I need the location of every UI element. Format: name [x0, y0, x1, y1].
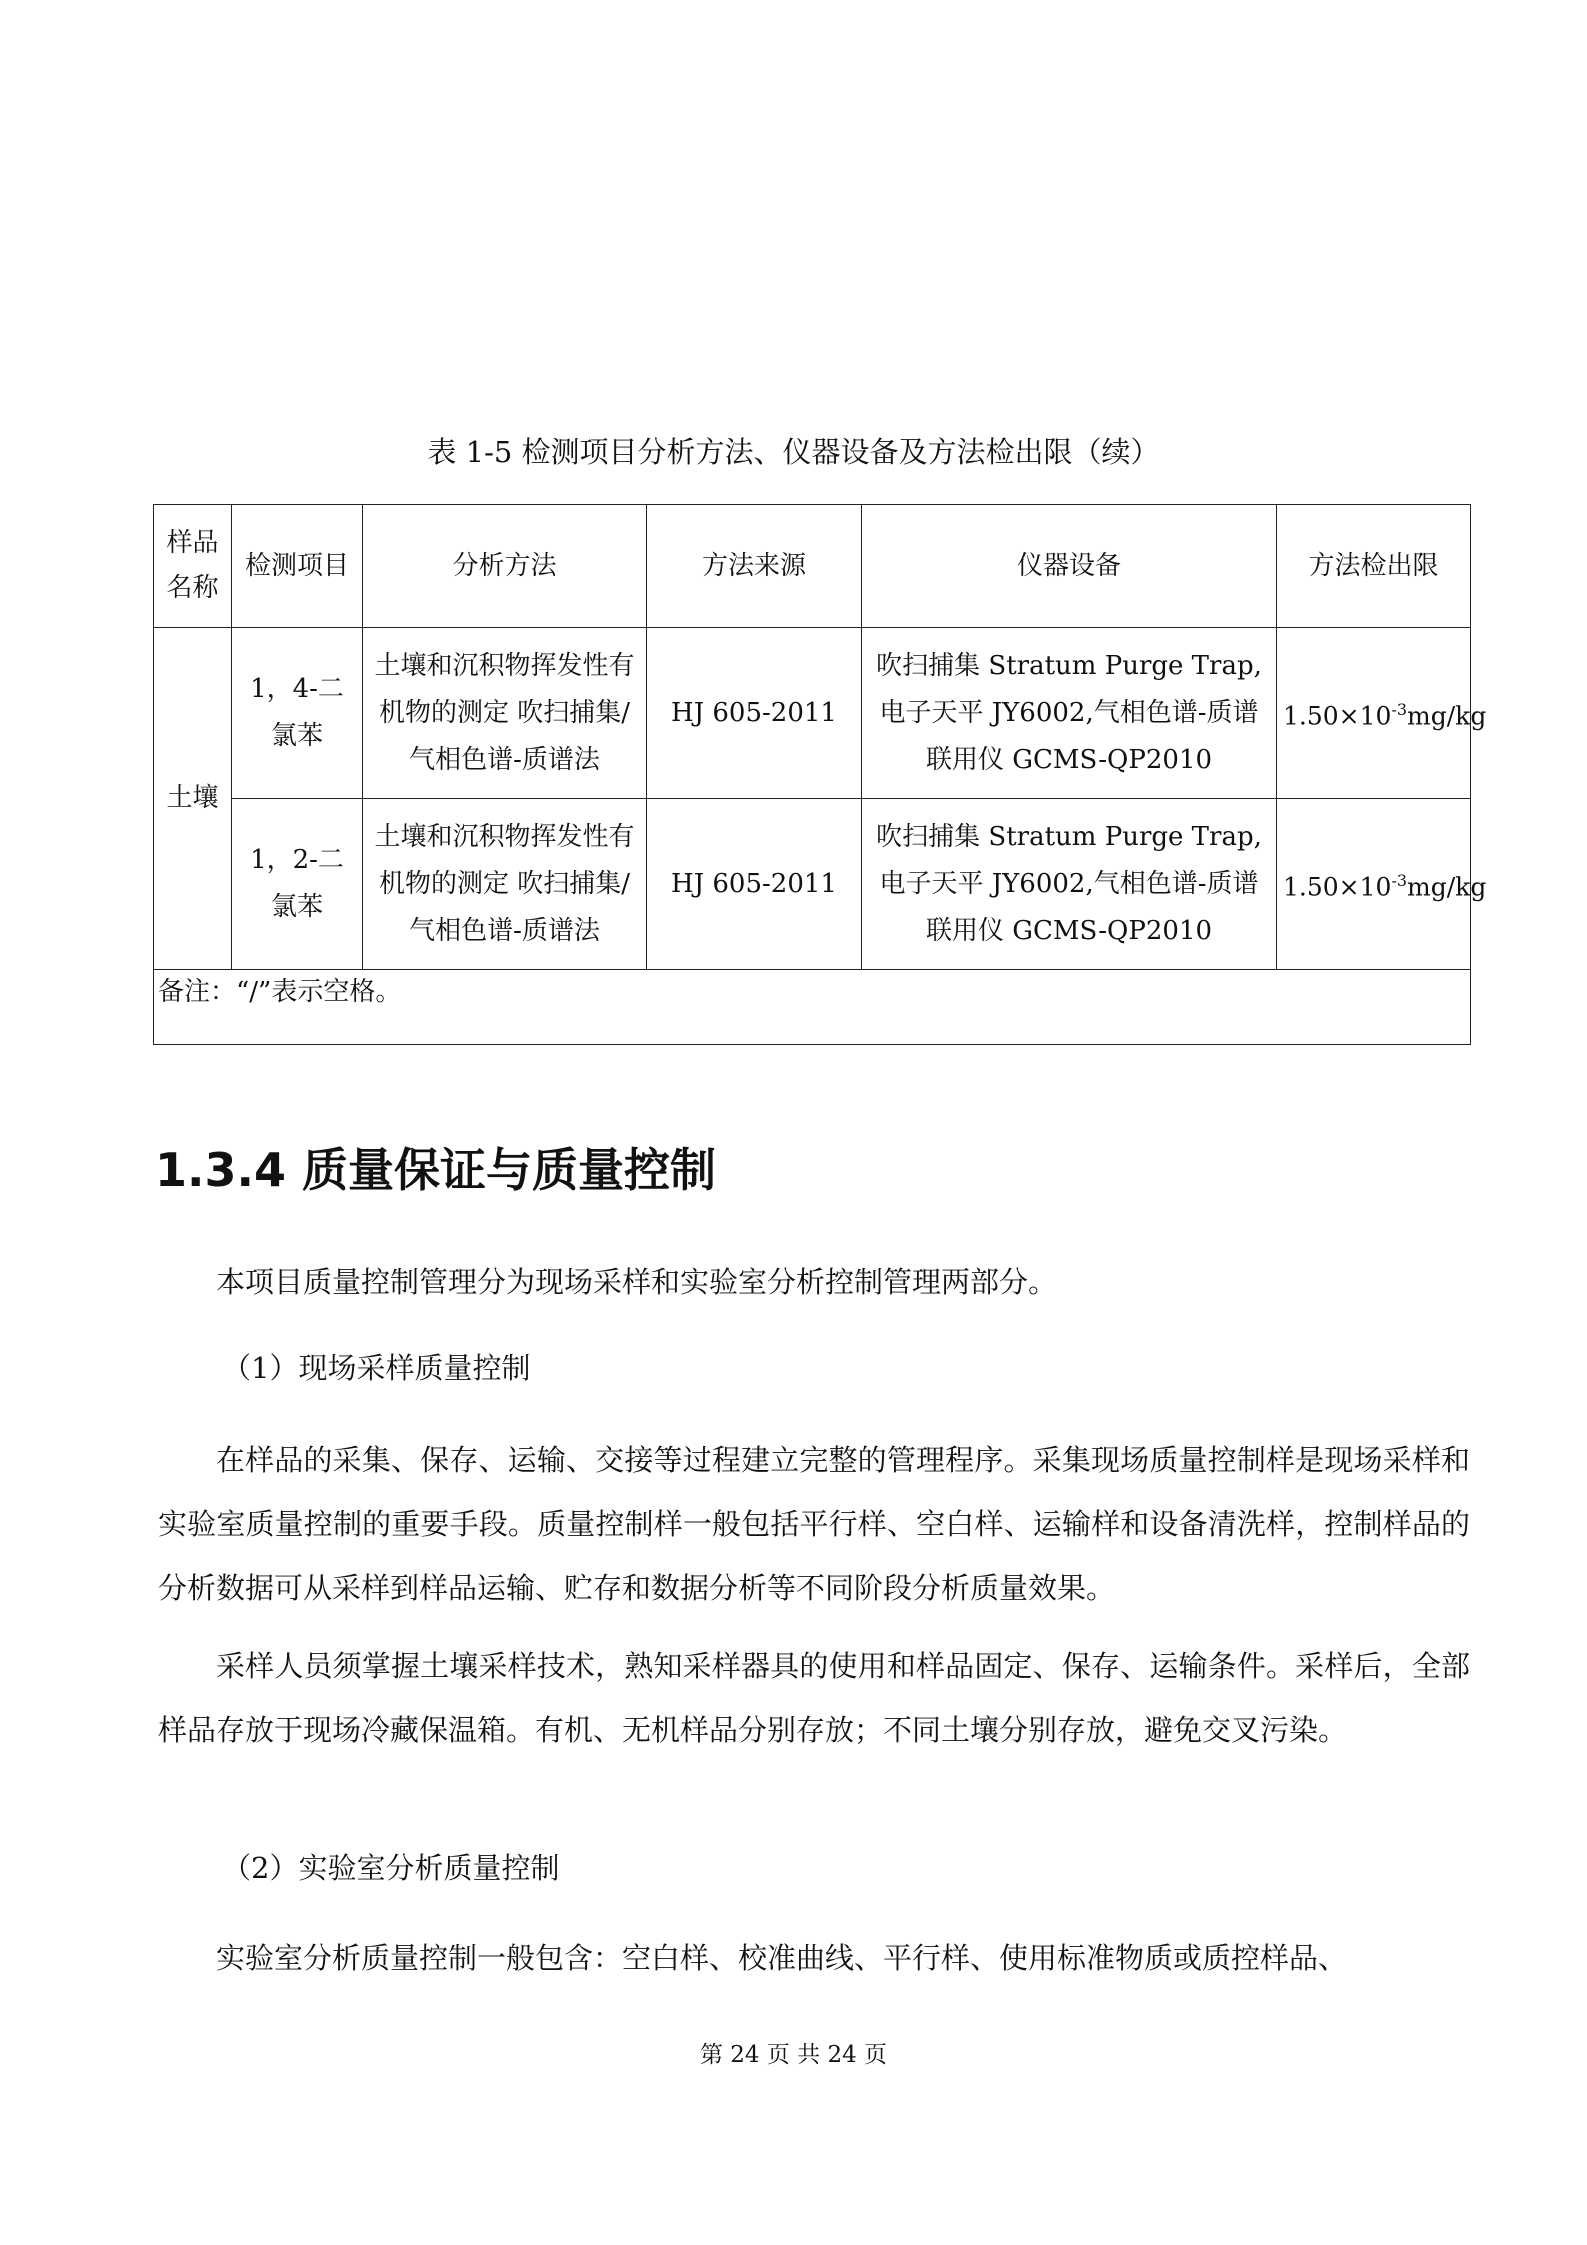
paragraph-field-sampling: 在样品的采集、保存、运输、交接等过程建立完整的管理程序。采集现场质量控制样是现场采样和实验室质量控制的重要手段。质量控制样一般包括平行样、空白样、运输样和设备清洗样，控制样品的分析数据可从采样到样品运输、贮存和数据分析等不同阶段分析质量效果。 [158, 1443, 1470, 1605]
limit-exponent: -3 [1391, 700, 1408, 720]
detection-limit-cell [1277, 628, 1487, 799]
header-detection-limit: 方法检出限 [1277, 505, 1471, 628]
method-cell: 土壤和沉积物挥发性有机物的测定 吹扫捕集/气相色谱-质谱法 [363, 799, 647, 970]
source-cell: HJ 605-2011 [647, 799, 862, 970]
table-header-row [154, 505, 1471, 628]
header-method: 分析方法 [363, 505, 647, 628]
header-test-item: 检测项目 [232, 505, 363, 628]
subheading-lab-analysis: （2）实验室分析质量控制 [222, 1851, 560, 1885]
limit-unit: mg/kg [1407, 701, 1487, 731]
table-note: 备注：“/”表示空格。 [154, 970, 1471, 1045]
instrument-cell: 吹扫捕集 Stratum Purge Trap,电子天平 JY6002,气相色谱-质谱联用仪 GCMS-QP2010 [862, 799, 1277, 970]
limit-unit: mg/kg [1407, 872, 1487, 902]
detection-limit-cell [1277, 799, 1487, 970]
sample-name-cell: 土壤 [154, 628, 232, 970]
limit-base: 1.50×10 [1283, 872, 1392, 902]
method-table [153, 504, 1487, 1045]
section-heading: 1.3.4 质量保证与质量控制 [155, 1143, 716, 1197]
test-item-cell: 1，2-二氯苯 [232, 799, 363, 970]
source-cell: HJ 605-2011 [647, 628, 862, 799]
subheading-field-sampling: （1）现场采样质量控制 [222, 1351, 531, 1385]
paragraph-sampler-requirements: 采样人员须掌握土壤采样技术，熟知采样器具的使用和样品固定、保存、运输条件。采样后，全部样品存放于现场冷藏保温箱。有机、无机样品分别存放；不同土壤分别存放，避免交叉污染。 [158, 1649, 1470, 1747]
table-caption: 表 1-5 检测项目分析方法、仪器设备及方法检出限（续） [427, 435, 1160, 469]
table-note-row [154, 970, 1471, 1045]
table-row [154, 628, 1471, 799]
limit-base: 1.50×10 [1283, 701, 1392, 731]
page-footer: 第 24 页 共 24 页 [699, 2042, 888, 2068]
table-row [154, 799, 1471, 970]
header-sample-name: 样品名称 [154, 505, 232, 628]
paragraph-lab-analysis: 实验室分析质量控制一般包含：空白样、校准曲线、平行样、使用标准物质或质控样品、 [216, 1941, 1348, 1975]
instrument-cell: 吹扫捕集 Stratum Purge Trap,电子天平 JY6002,气相色谱-质谱联用仪 GCMS-QP2010 [862, 628, 1277, 799]
method-cell: 土壤和沉积物挥发性有机物的测定 吹扫捕集/气相色谱-质谱法 [363, 628, 647, 799]
header-instrument: 仪器设备 [862, 505, 1277, 628]
limit-exponent: -3 [1391, 871, 1408, 891]
intro-paragraph: 本项目质量控制管理分为现场采样和实验室分析控制管理两部分。 [216, 1265, 1058, 1299]
test-item-cell: 1，4-二氯苯 [232, 628, 363, 799]
header-source: 方法来源 [647, 505, 862, 628]
